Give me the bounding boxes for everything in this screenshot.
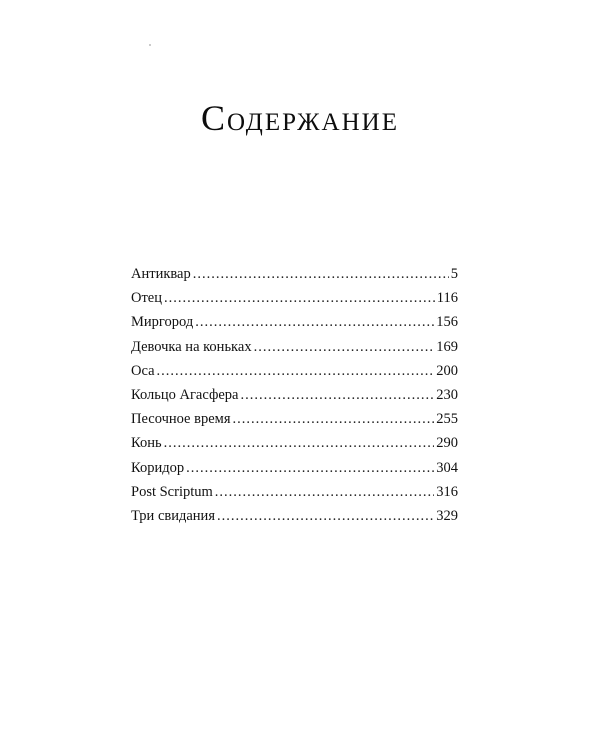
toc-entry-page: 304 xyxy=(436,459,458,476)
toc-entry-title: Конь xyxy=(131,435,162,452)
toc-entry-title: Песочное время xyxy=(131,411,231,428)
toc-entry xyxy=(131,310,458,334)
toc-entry xyxy=(131,456,458,480)
toc-dot-leader xyxy=(240,383,434,407)
toc-dot-leader xyxy=(195,310,434,334)
toc-dot-leader xyxy=(215,480,434,504)
toc-dot-leader xyxy=(254,335,435,359)
toc-entry xyxy=(131,407,458,431)
toc-entry-page: 5 xyxy=(450,266,458,282)
toc-entry-page: 290 xyxy=(436,435,458,452)
toc-entry xyxy=(131,480,458,504)
toc-entry-page: 255 xyxy=(436,411,458,428)
toc-entry-title: Три свидания xyxy=(131,507,215,524)
toc-entry-page: 316 xyxy=(436,483,458,500)
toc-entry-title: Кольцо Агасфера xyxy=(131,386,239,403)
toc-entry xyxy=(131,359,458,383)
toc-dot-leader xyxy=(164,286,435,310)
toc-entry-page: 156 xyxy=(436,314,458,331)
toc-entry xyxy=(131,335,458,359)
toc-entry-page: 230 xyxy=(436,386,458,403)
toc-dot-leader xyxy=(233,407,435,431)
toc-entry xyxy=(131,383,458,407)
toc-entry xyxy=(131,504,458,528)
page-title: Содержание xyxy=(200,98,399,138)
toc-entry-page: 329 xyxy=(436,507,458,524)
toc-entry-title: Оса xyxy=(131,362,155,379)
table-of-contents xyxy=(131,262,458,528)
toc-dot-leader xyxy=(217,504,434,528)
toc-entry xyxy=(131,262,458,286)
toc-entry-page: 200 xyxy=(436,362,458,379)
toc-dot-leader xyxy=(186,456,434,480)
toc-entry xyxy=(131,286,458,310)
toc-entry-title: Коридор xyxy=(131,459,185,476)
toc-entry-title: Миргород xyxy=(131,314,194,331)
toc-dot-leader xyxy=(193,262,449,286)
toc-entry-title: Post Scriptum xyxy=(131,483,213,500)
toc-entry-title: Отец xyxy=(131,290,163,307)
toc-entry xyxy=(131,431,458,455)
toc-entry-title: Антиквар xyxy=(131,266,191,282)
toc-entry-page: 169 xyxy=(436,338,458,355)
toc-dot-leader xyxy=(164,431,435,455)
toc-entry-page: 116 xyxy=(436,290,458,307)
print-speck xyxy=(149,44,151,46)
toc-entry-title: Девочка на коньках xyxy=(131,338,252,355)
toc-dot-leader xyxy=(157,359,435,383)
